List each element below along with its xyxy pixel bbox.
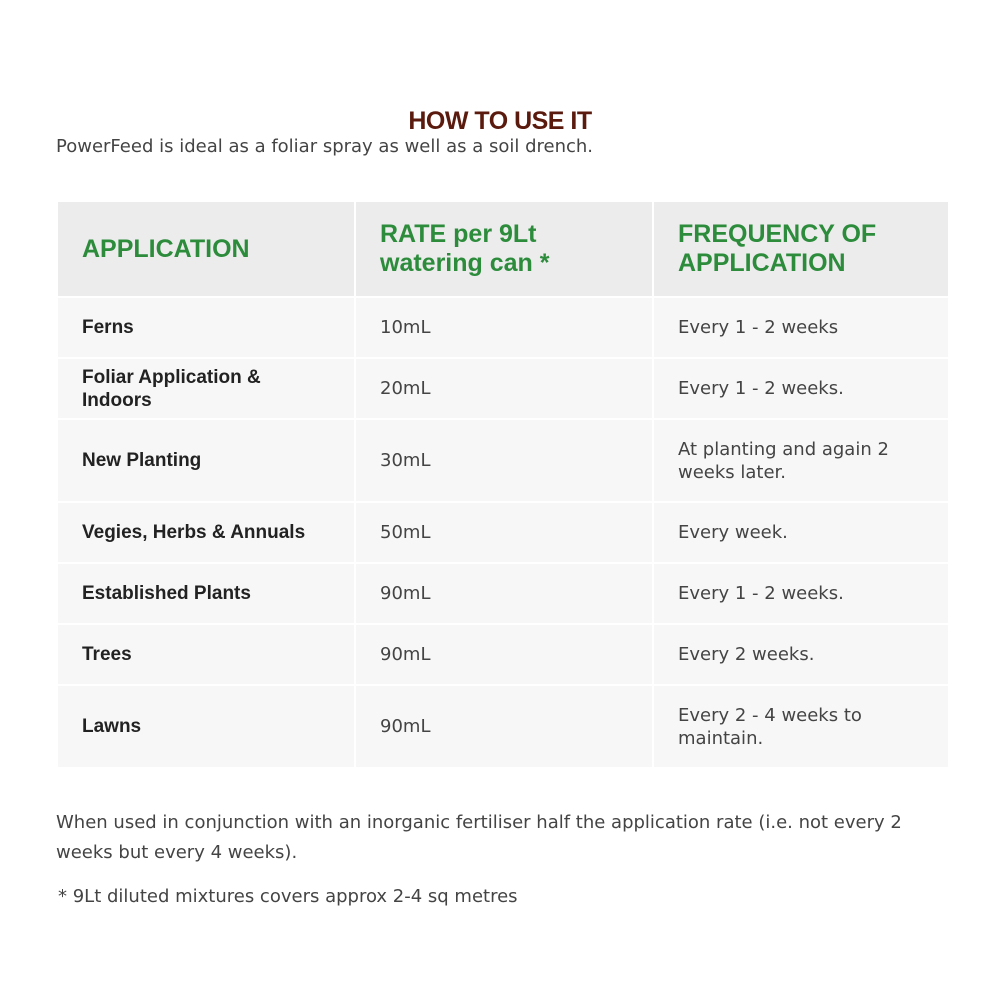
table-row <box>58 686 948 769</box>
cell-application: Trees <box>58 625 356 686</box>
cell-frequency: Every 1 - 2 weeks <box>654 298 948 359</box>
cell-rate: 10mL <box>356 298 654 359</box>
table-row <box>58 625 948 686</box>
cell-application: Vegies, Herbs & Annuals <box>58 503 356 564</box>
header-rate: RATE per 9Lt watering can * <box>356 202 654 298</box>
header-application: APPLICATION <box>58 202 356 298</box>
table-row <box>58 564 948 625</box>
cell-frequency: At planting and again 2 weeks later. <box>654 420 948 503</box>
cell-application: Foliar Application & Indoors <box>58 359 356 420</box>
cell-application: New Planting <box>58 420 356 503</box>
cell-rate: 90mL <box>356 686 654 769</box>
cell-frequency: Every 1 - 2 weeks. <box>654 359 948 420</box>
cell-frequency: Every 2 weeks. <box>654 625 948 686</box>
usage-note: When used in conjunction with an inorganic fertiliser half the application rate (i.e. not every 2 weeks but every 4 weeks). <box>56 812 902 863</box>
page-title: HOW TO USE IT <box>408 106 592 135</box>
cell-frequency: Every week. <box>654 503 948 564</box>
cell-rate: 50mL <box>356 503 654 564</box>
cell-rate: 30mL <box>356 420 654 503</box>
table-row <box>58 359 948 420</box>
cell-application: Ferns <box>58 298 356 359</box>
cell-frequency: Every 2 - 4 weeks to maintain. <box>654 686 948 769</box>
table-row <box>58 503 948 564</box>
usage-table <box>58 202 948 769</box>
table-row <box>58 298 948 359</box>
cell-application: Established Plants <box>58 564 356 625</box>
footnote: * 9Lt diluted mixtures covers approx 2-4 sq metres <box>58 886 518 907</box>
cell-application: Lawns <box>58 686 356 769</box>
cell-rate: 90mL <box>356 625 654 686</box>
header-frequency: FREQUENCY OF APPLICATION <box>654 202 948 298</box>
cell-frequency: Every 1 - 2 weeks. <box>654 564 948 625</box>
table-header-row <box>58 202 948 298</box>
cell-rate: 90mL <box>356 564 654 625</box>
table-row <box>58 420 948 503</box>
intro-text: PowerFeed is ideal as a foliar spray as well as a soil drench. <box>56 136 594 157</box>
cell-rate: 20mL <box>356 359 654 420</box>
